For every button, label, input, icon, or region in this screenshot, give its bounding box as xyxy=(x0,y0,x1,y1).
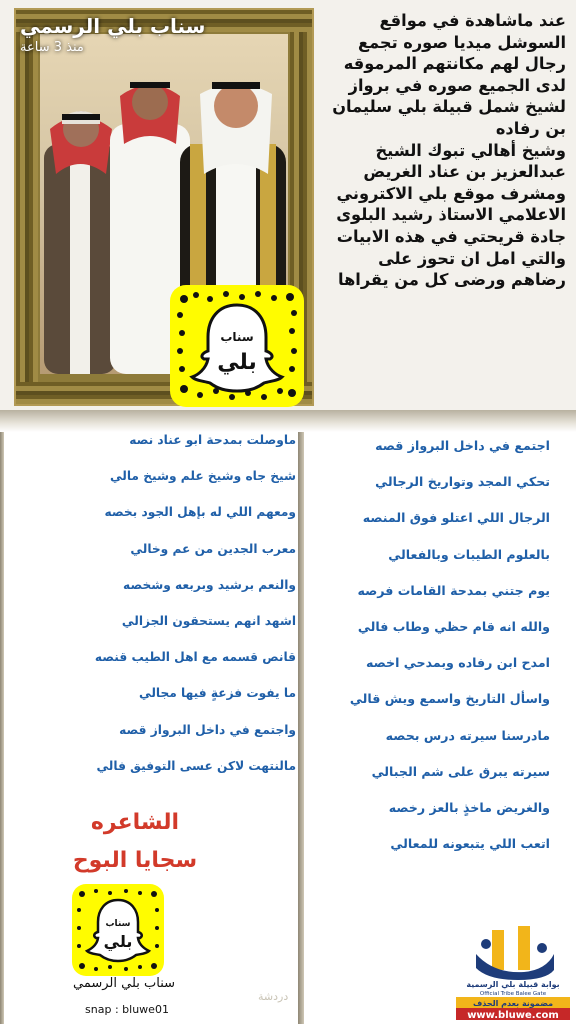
poem-line: يوم جتني بمدحة القامات فرصه xyxy=(357,582,550,598)
story-account-name: سناب بلي الرسمي xyxy=(20,14,206,38)
snap-story-header xyxy=(20,14,205,55)
left-edge-rule xyxy=(0,432,4,1024)
bluwe-logo xyxy=(454,924,572,1020)
snapcode-top-brand: بلي xyxy=(217,350,257,375)
poem-line: والغريض ماخذٍ بالعز رخصه xyxy=(388,799,550,815)
snap-footer-id: snap : bluwe01 xyxy=(85,1003,169,1016)
poem-line: والله انه قام حظي وطاب فالي xyxy=(357,618,550,634)
poem-line: قانص قسمه مع اهل الطيب قنصه xyxy=(94,650,296,665)
snapcode-top xyxy=(170,285,304,407)
bluwe-logo-graphic xyxy=(454,924,572,1020)
logo-url[interactable]: www.bluwe.com xyxy=(467,1010,559,1020)
story-timestamp: منذ 3 ساعة xyxy=(20,40,84,55)
snapcode-top-label: سناب xyxy=(220,330,254,344)
poem-line: اتعب اللي يتبعونه للمعالي xyxy=(390,836,550,852)
column-divider xyxy=(298,432,304,1024)
intro-paragraph-1: عند ماشاهدة في مواقع السوشل ميديا صوره تجمع رجال لهم مكانتهم المرموقه لدى الجميع صوره في برواز لشيخ شمل قبيلة بلي سليمان بن رفاده xyxy=(332,11,566,138)
logo-line3: مضمونة بعدم الحذف xyxy=(472,999,554,1008)
poem-line: الرجال اللي اعتلو فوق المنصه xyxy=(362,510,550,526)
poem-line: سيرته يبرق على شم الجبالي xyxy=(371,763,550,779)
poem-line: ماوصلت بمدحة ابو عناد نصه xyxy=(129,433,296,447)
person-left xyxy=(44,111,116,374)
snapcode-bottom-label: سناب xyxy=(105,919,131,929)
snapcode-bottom-brand: بلي xyxy=(103,932,133,951)
poem-right-column xyxy=(314,428,550,862)
poet-name: سجايا البوح xyxy=(72,848,198,873)
frame-left-edge xyxy=(16,10,38,404)
poem-line: تحكي المجد وتواريخ الرجالي xyxy=(375,474,550,490)
poem-line: مادرسنا سيرته درس بحصه xyxy=(385,727,550,743)
poem-line: بالعلوم الطيبات وبالفعالي xyxy=(388,546,550,562)
faint-watermark: دردشة xyxy=(258,990,289,1003)
poem-line: ومعهم اللي له بإهل الجود بخصه xyxy=(104,505,296,520)
snap-footer-caption: سناب بلي الرسمي xyxy=(72,976,176,991)
logo-line2: Official Tribe Balee Gate xyxy=(479,991,547,997)
snapcode-top-icon xyxy=(170,285,304,407)
poet-signature xyxy=(70,808,200,878)
poem-line: اجتمع في داخل البرواز قصه xyxy=(375,438,550,453)
poem-line: والنعم برشيد وبربعه وشخصه xyxy=(123,577,296,592)
poem-line: معرب الجدين من عم وخالي xyxy=(130,541,296,556)
snapcode-bottom-icon xyxy=(72,884,164,976)
poem-line: واجتمع في داخل البرواز قصه xyxy=(119,722,296,737)
poem-left-column xyxy=(96,422,296,784)
poet-title: الشاعره xyxy=(90,810,180,835)
intro-paragraph-2: وشيخ أهالي تبوك الشيخ عبدالعزيز بن عناد الغريض ومشرف موقع بلي الاكتروني الاعلامي الاستاذ رشيد البلوى جادة قريحتي في هذه الابيات والتي امل ان تحوز على رضاهم ورضى كل من يقراها xyxy=(336,140,566,290)
snapcode-bottom xyxy=(72,884,164,976)
poem-line: اشهد انهم يستحقون الجزالي xyxy=(121,613,296,628)
logo-line1: بوابة قبيلة بلي الرسمية xyxy=(466,980,560,989)
intro-text xyxy=(318,10,566,291)
top-section xyxy=(0,0,576,410)
poem-line: مالنتهت لاكن عسى التوفيق فالي xyxy=(96,758,296,773)
poem-line: واسأل التاريخ واسمع ويش قالي xyxy=(349,691,550,707)
poem-line: ما يفوت فزعةٍ فيها مجالي xyxy=(139,686,296,701)
poem-line: امدح ابن رفاده وبمدحي اخصه xyxy=(365,655,550,671)
poem-line: شيخ جاه وشيخ علم وشيخ مالي xyxy=(109,469,296,484)
